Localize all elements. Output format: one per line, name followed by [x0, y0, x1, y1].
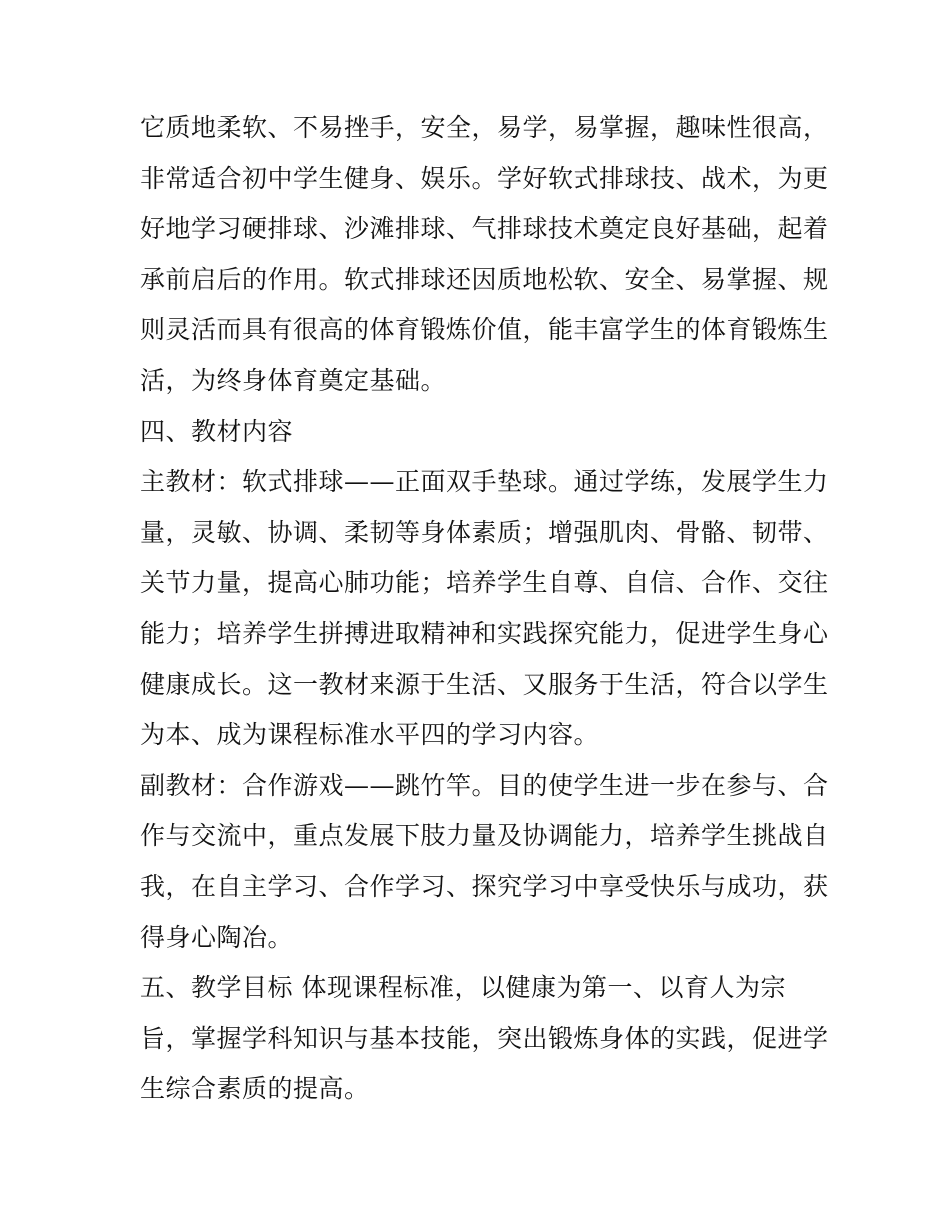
text-line: 则灵活而具有很高的体育锻炼价值，能丰富学生的体育锻炼生 [140, 315, 829, 345]
text-line: 作与交流中，重点发展下肢力量及协调能力，培养学生挑战自 [140, 821, 829, 851]
text-line: 旨，掌握学科知识与基本技能，突出锻炼身体的实践，促进学 [140, 1023, 829, 1053]
document-body [140, 103, 829, 1115]
text-line: 好地学习硬排球、沙滩排球、气排球技术奠定良好基础，起着 [140, 214, 829, 244]
text-line: 承前启后的作用。软式排球还因质地松软、安全、易掌握、规 [140, 264, 829, 294]
text-line: 非常适合初中学生健身、娱乐。学好软式排球技、战术，为更 [140, 163, 829, 193]
text-line: 主教材：软式排球——正面双手垫球。通过学练，发展学生力 [140, 467, 829, 497]
text-line: 我，在自主学习、合作学习、探究学习中享受快乐与成功，获 [140, 871, 829, 901]
section-heading-materials: 四、教材内容 [140, 416, 294, 446]
text-line: 能力；培养学生拼搏进取精神和实践探究能力，促进学生身心 [140, 618, 829, 648]
text-line: 量，灵敏、协调、柔韧等身体素质；增强肌肉、骨骼、韧带、 [140, 517, 829, 547]
section-heading-objectives: 五、教学目标 体现课程标准，以健康为第一、以育人为宗 [140, 973, 786, 1003]
text-line: 为本、成为课程标准水平四的学习内容。 [140, 720, 600, 750]
text-line: 关节力量，提高心肺功能；培养学生自尊、自信、合作、交往 [140, 568, 829, 598]
text-line: 得身心陶冶。 [140, 922, 294, 952]
text-line: 副教材：合作游戏——跳竹竿。目的使学生进一步在参与、合 [140, 770, 829, 800]
text-line: 它质地柔软、不易挫手，安全，易学，易掌握，趣味性很高， [140, 113, 829, 142]
text-line: 健康成长。这一教材来源于生活、又服务于生活，符合以学生 [140, 669, 829, 699]
text-line: 活，为终身体育奠定基础。 [140, 365, 447, 395]
text-line: 生综合素质的提高。 [140, 1074, 370, 1104]
